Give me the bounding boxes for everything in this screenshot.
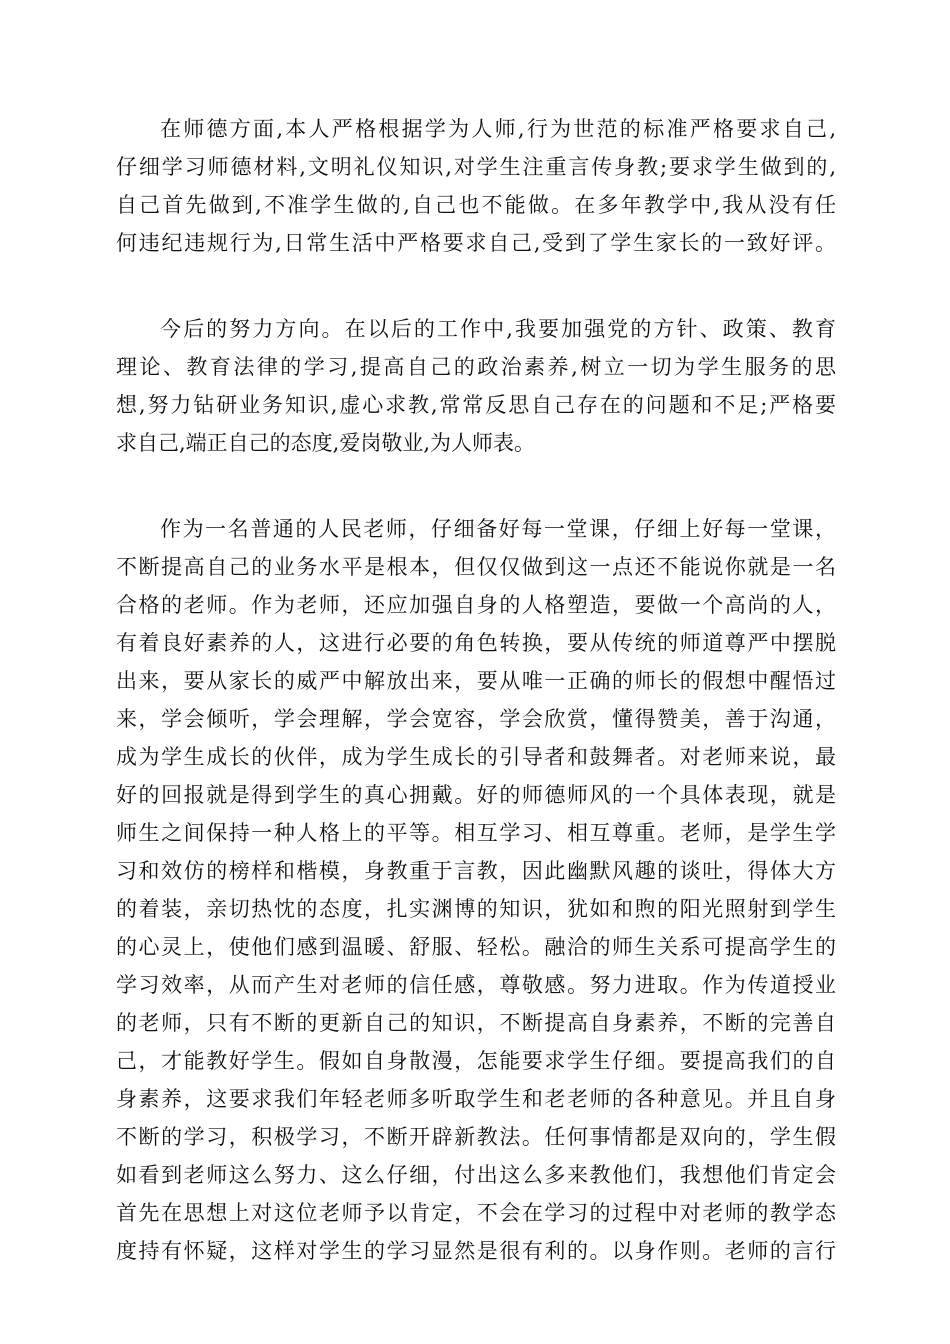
text-line: 不断的学习，积极学习，不断开辟新教法。任何事情都是双向的，学生假 — [116, 1125, 836, 1149]
text-line: 的心灵上，使他们感到温暖、舒服、轻松。融洽的师生关系可提高学生的 — [116, 935, 836, 959]
text-line: 求自己,端正自己的态度,爱岗敬业,为人师表。 — [116, 431, 536, 455]
text-line: 的着装，亲切热忱的态度，扎实渊博的知识，犹如和煦的阳光照射到学生 — [116, 897, 836, 921]
text-line: 首先在思想上对这位老师予以肯定，不会在学习的过程中对老师的教学态 — [116, 1201, 836, 1225]
text-line: 想,努力钻研业务知识,虚心求教,常常反思自己存在的问题和不足;严格要 — [116, 393, 836, 417]
text-line: 己，才能教好学生。假如自身散漫，怎能要求学生仔细。要提高我们的自 — [116, 1049, 836, 1073]
text-line: 理论、教育法律的学习,提高自己的政治素养,树立一切为学生服务的思 — [116, 355, 836, 379]
text-line: 如看到老师这么努力、这么仔细，付出这么多来教他们，我想他们肯定会 — [116, 1163, 836, 1187]
text-line: 好的回报就是得到学生的真心拥戴。好的师德师风的一个具体表现，就是 — [116, 783, 836, 807]
text-line: 有着良好素养的人，这进行必要的角色转换，要从传统的师道尊严中摆脱 — [116, 631, 836, 655]
text-line: 身素养，这要求我们年轻老师多听取学生和老老师的各种意见。并且自身 — [116, 1087, 836, 1111]
text-line: 师生之间保持一种人格上的平等。相互学习、相互尊重。老师，是学生学 — [116, 821, 836, 845]
text-line: 仔细学习师德材料,文明礼仪知识,对学生注重言传身教;要求学生做到的, — [116, 155, 836, 179]
text-line: 的老师，只有不断的更新自己的知识，不断提高自身素养，不断的完善自 — [116, 1011, 836, 1035]
text-line: 合格的老师。作为老师，还应加强自身的人格塑造，要做一个高尚的人， — [116, 593, 836, 617]
text-line: 何违纪违规行为,日常生活中严格要求自己,受到了学生家长的一致好评。 — [116, 231, 836, 255]
text-line: 在师德方面,本人严格根据学为人师,行为世范的标准严格要求自己, — [160, 117, 836, 141]
text-line: 习和效仿的榜样和楷模，身教重于言教，因此幽默风趣的谈吐，得体大方 — [116, 859, 836, 883]
text-line: 自己首先做到,不准学生做的,自己也不能做。在多年教学中,我从没有任 — [116, 193, 836, 217]
text-line: 来，学会倾听，学会理解，学会宽容，学会欣赏，懂得赞美，善于沟通， — [116, 707, 836, 731]
text-line: 今后的努力方向。在以后的工作中,我要加强党的方针、政策、教育 — [160, 317, 836, 341]
text-line: 作为一名普通的人民老师，仔细备好每一堂课，仔细上好每一堂课， — [160, 517, 836, 541]
paragraph-future-direction — [116, 310, 836, 462]
text-line: 学习效率，从而产生对老师的信任感，尊敬感。努力进取。作为传道授业 — [116, 973, 836, 997]
text-line: 出来，要从家长的威严中解放出来，要从唯一正确的师长的假想中醒悟过 — [116, 669, 836, 693]
paragraph-teacher-role — [116, 510, 836, 1270]
text-line: 度持有怀疑，这样对学生的学习显然是很有利的。以身作则。老师的言行 — [116, 1239, 836, 1263]
paragraph-teacher-ethics — [116, 110, 836, 262]
text-line: 成为学生成长的伙伴，成为学生成长的引导者和鼓舞者。对老师来说，最 — [116, 745, 836, 769]
text-line: 不断提高自己的业务水平是根本，但仅仅做到这一点还不能说你就是一名 — [116, 555, 836, 579]
